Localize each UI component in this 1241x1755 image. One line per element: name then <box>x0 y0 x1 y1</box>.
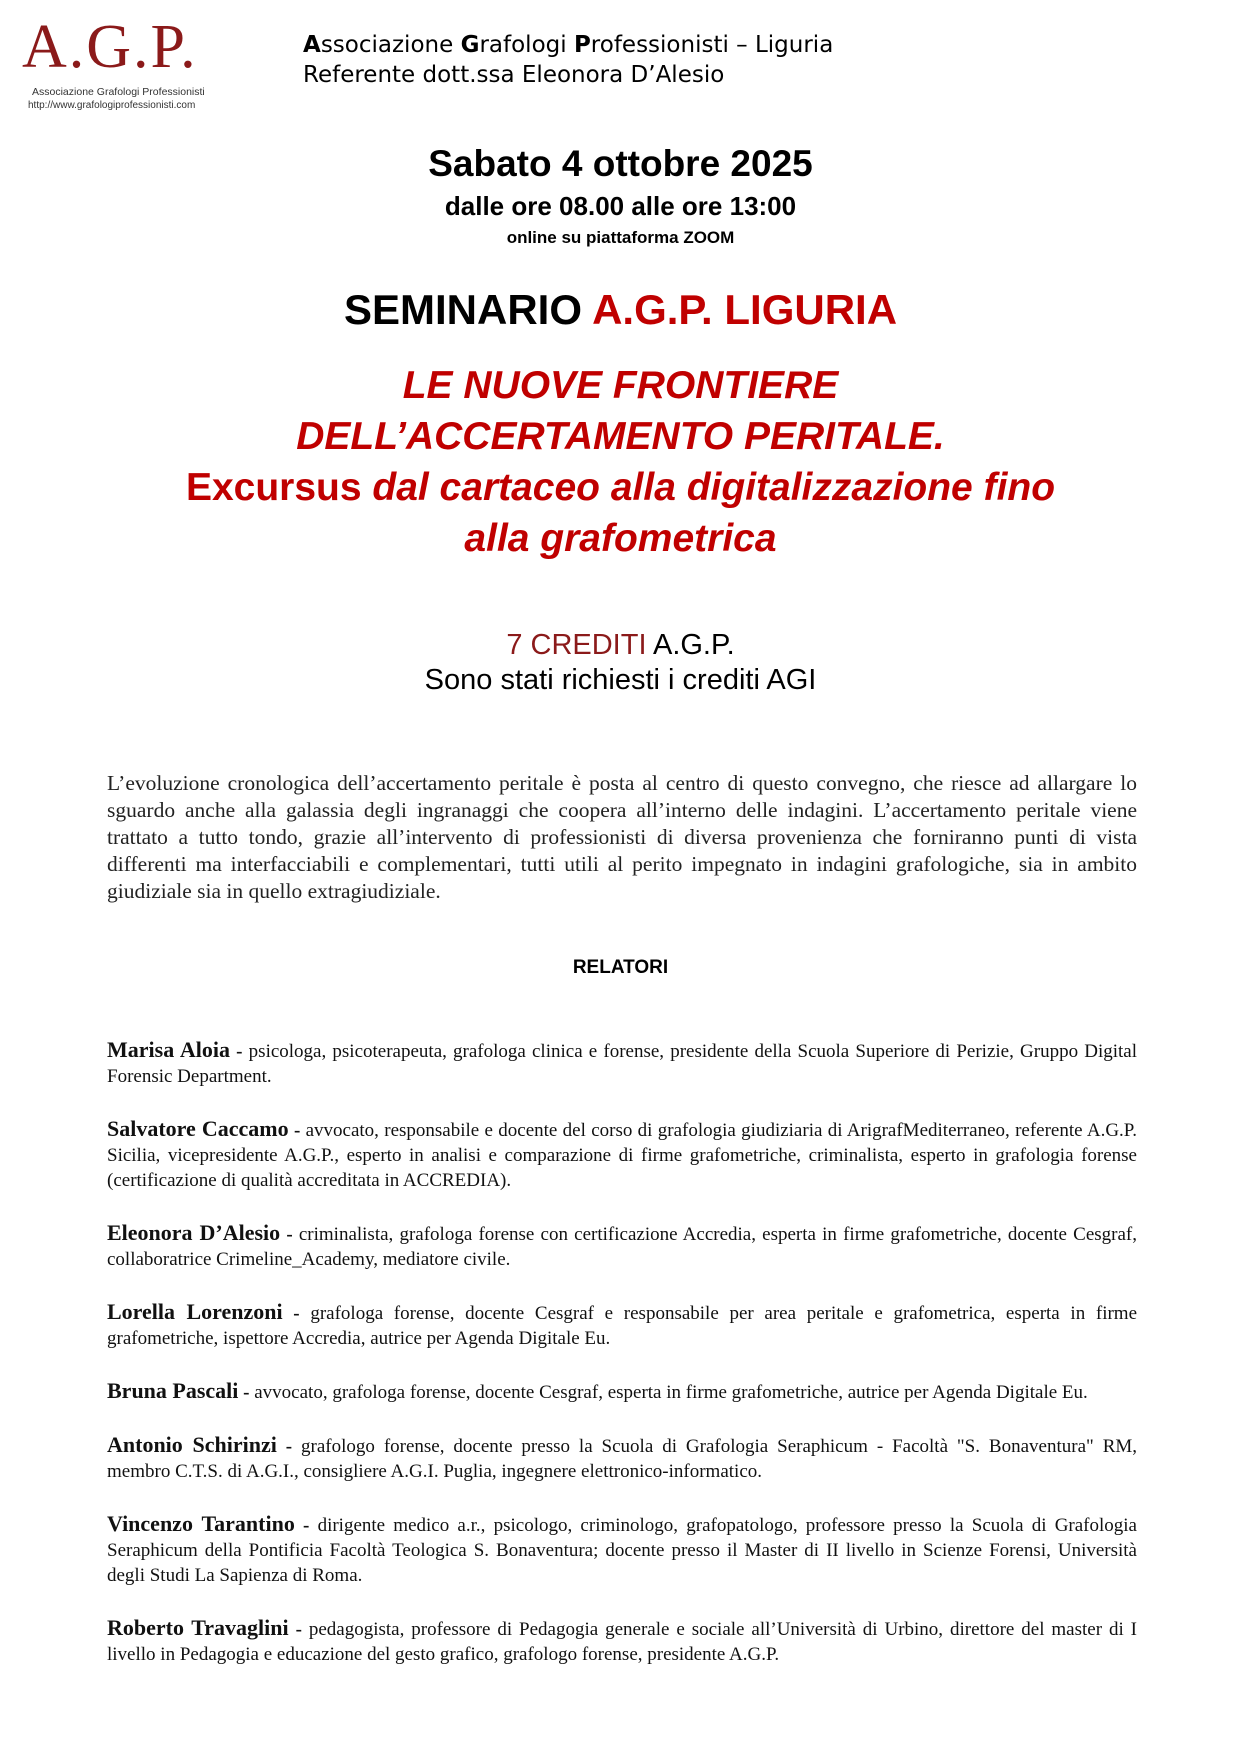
title-line-3: Excursus dal cartaceo alla digitalizzazione fino <box>185 466 1056 509</box>
speaker-item: Salvatore Caccamo - avvocato, responsabile e docente del corso di grafologia giudiziaria di ArigrafMediterraneo, referente A.G.P. Sicilia, vicepresidente A.G.P., esperto in analisi e comparazione di firme grafometriche, criminalista, esperto in grafologia forense (certificazione di qualità accreditata in ACCREDIA). <box>107 1116 1138 1191</box>
seminar-title: SEMINARIO A.G.P. LIGURIA <box>343 286 898 333</box>
event-time: dalle ore 08.00 alle ore 13:00 <box>444 191 797 221</box>
speaker-item: Eleonora D’Alesio - criminalista, grafologa forense con certificazione Accredia, esperta in firme grafometriche, docente Cesgraf, collaboratrice Crimeline_Academy, mediatore civile. <box>107 1220 1138 1270</box>
speaker-item: Roberto Travaglini - pedagogista, professore di Pedagogia generale e sociale all’Università di Urbino, direttore del master di I livello in Pedagogia e educazione del gesto grafico, grafologo forense, presidente A.G.P. <box>107 1615 1137 1665</box>
event-platform: online su piattaforma ZOOM <box>506 228 735 247</box>
logo-text: A.G.P. <box>22 13 198 81</box>
title-line-1: LE NUOVE FRONTIERE <box>402 364 839 407</box>
agp-logo <box>18 12 248 112</box>
credits: 7 CREDITI A.G.P. <box>506 629 735 661</box>
speaker-item: Bruna Pascali - avvocato, grafologa forense, docente Cesgraf, esperta in firme grafometriche, autrice per Agenda Digitale Eu. <box>107 1378 1088 1403</box>
logo-url: http://www.grafologiprofessionisti.com <box>28 100 196 111</box>
speaker-item: Antonio Schirinzi - grafologo forense, docente presso la Scuola di Grafologia Seraphicum - Facoltà "S. Bonaventura" RM, membro C.T.S. di A.G.I., consigliere A.G.I. Puglia, ingegnere elettronico-informatico. <box>107 1432 1138 1482</box>
speaker-item: Lorella Lorenzoni - grafologa forense, docente Cesgraf e responsabile per area peritale e grafometrica, esperta in firme grafometriche, ispettore Accredia, autrice per Agenda Digitale Eu. <box>107 1299 1138 1349</box>
header <box>303 30 833 90</box>
speaker-list <box>107 1037 1137 1694</box>
speaker-item: Vincenzo Tarantino - dirigente medico a.r., psicologo, criminologo, grafopatologo, professore presso la Scuola di Grafologia Seraphicum della Pontificia Facoltà Teologica S. Bonaventura; docente presso il Master di II livello in Scienze Forensi, Università degli Studi La Sapienza di Roma. <box>107 1511 1137 1586</box>
title-line-2: DELL’ACCERTAMENTO PERITALE. <box>296 415 945 458</box>
referent: Referente dott.ssa Eleonora D’Alesio <box>303 62 725 88</box>
main-title <box>0 360 1241 564</box>
speaker-item: Marisa Aloia - psicologa, psicoterapeuta, grafologa clinica e forense, presidente della Scuola Superiore di Perizie, Gruppo Digital Forensic Department. <box>107 1037 1137 1087</box>
logo-subtitle: Associazione Grafologi Professionisti <box>32 86 205 98</box>
agi-credits: Sono stati richiesti i crediti AGI <box>424 664 817 696</box>
organization-name: Associazione Grafologi Professionisti – Liguria <box>303 32 834 58</box>
relatori-heading: RELATORI <box>572 957 669 978</box>
intro-paragraph: L’evoluzione cronologica dell’accertamento peritale è posta al centro di questo convegno, che riesce ad allargare lo sguardo anche alla galassia degli ingranaggi che coopera all’interno delle indagini. L’accertamento peritale viene trattato a tutto tondo, grazie all’intervento di professionisti di diversa provenienza che forniranno punti di vista differenti ma interfacciabili e complementari, tutti utili al perito impegnato in indagini grafologiche, sia in ambito giudiziale sia in quello extragiudiziale. <box>107 771 1137 903</box>
event-date: Sabato 4 ottobre 2025 <box>428 143 813 184</box>
title-line-4: alla grafometrica <box>464 517 777 560</box>
